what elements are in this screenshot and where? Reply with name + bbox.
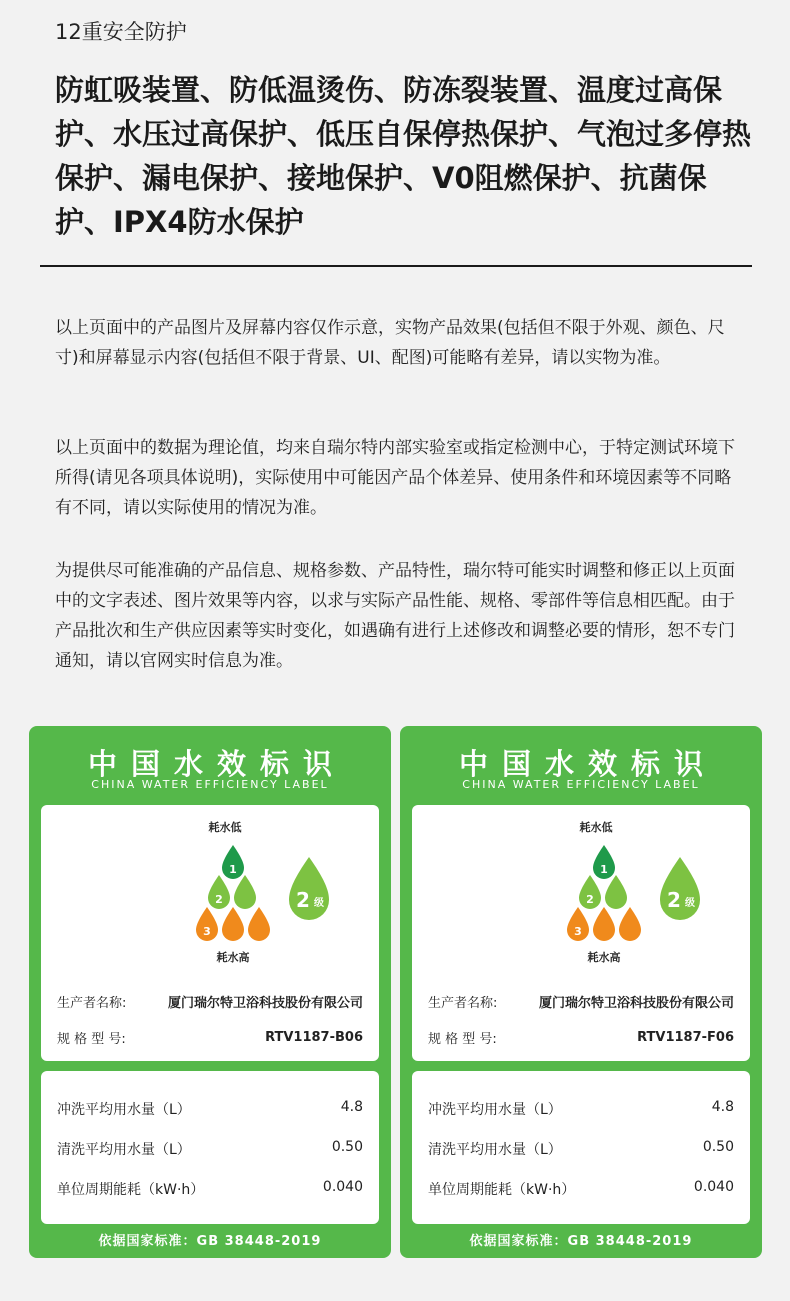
spec-row	[428, 1179, 734, 1199]
manufacturer-value: 厦门瑞尔特卫浴科技股份有限公司	[167, 996, 363, 1011]
spec-row	[428, 1139, 734, 1159]
grade-badge-suffix: 级	[685, 898, 695, 909]
label-title: 中国水效标识	[87, 747, 346, 781]
low-consumption-label: 耗水低	[208, 821, 242, 834]
water-efficiency-label	[29, 726, 391, 1258]
spec-row	[428, 1099, 734, 1119]
model-row	[428, 1028, 734, 1047]
drop-grade-3-number: 3	[574, 925, 582, 938]
water-efficiency-label	[400, 726, 762, 1258]
drop-grade-1-number: 1	[600, 863, 608, 876]
model-label: 规 格 型 号:	[428, 1032, 497, 1047]
spec-panel	[41, 1071, 379, 1224]
high-consumption-label: 耗水高	[216, 951, 250, 964]
manufacturer-value: 厦门瑞尔特卫浴科技股份有限公司	[538, 996, 734, 1011]
label-subtitle: CHINA WATER EFFICIENCY LABEL	[462, 778, 700, 791]
drop-grade-2b	[605, 875, 627, 909]
drop-grade-2-number: 2	[215, 893, 223, 906]
spec-value: 0.040	[693, 1179, 734, 1195]
spec-row	[57, 1139, 363, 1159]
model-value: RTV1187-B06	[265, 1030, 363, 1045]
disclaimer-paragraph: 以上页面中的产品图片及屏幕内容仅作示意，实物产品效果(包括但不限于外观、颜色、尺寸)和屏幕显示内容(包括但不限于背景、UI、配图)可能略有差异，请以实物为准。	[55, 318, 725, 368]
spec-label: 清洗平均用水量（L）	[57, 1142, 191, 1158]
label-subtitle: CHINA WATER EFFICIENCY LABEL	[91, 778, 329, 791]
manufacturer-row	[428, 992, 734, 1011]
water-grade-graphic	[412, 805, 750, 985]
spec-label: 冲洗平均用水量（L）	[57, 1102, 191, 1118]
divider	[40, 265, 752, 267]
section-label: 12重安全防护	[55, 20, 187, 44]
model-value: RTV1187-F06	[637, 1030, 734, 1045]
spec-label: 清洗平均用水量（L）	[428, 1142, 562, 1158]
drop-grade-3b	[593, 907, 615, 941]
grade-badge-number: 2	[296, 888, 310, 912]
drop-grade-3c	[619, 907, 641, 941]
high-consumption-label: 耗水高	[587, 951, 621, 964]
grade-panel	[412, 805, 750, 1061]
model-row	[57, 1028, 363, 1047]
national-standard: 依据国家标准：GB 38448-2019	[98, 1234, 322, 1249]
grade-panel	[41, 805, 379, 1061]
grade-badge-suffix: 级	[314, 898, 324, 909]
manufacturer-label: 生产者名称:	[428, 996, 498, 1011]
spec-label: 单位周期能耗（kW·h）	[57, 1182, 205, 1198]
feature-list: 防虹吸装置、防低温烫伤、防冻裂装置、温度过高保护、水压过高保护、低压自保停热保护、气泡过多停热保护、漏电保护、接地保护、V0阻燃保护、抗菌保护、IPX4防水保护	[55, 73, 752, 239]
grade-badge-number: 2	[667, 888, 681, 912]
drop-grade-1-number: 1	[229, 863, 237, 876]
model-label: 规 格 型 号:	[57, 1032, 126, 1047]
spec-row	[57, 1099, 363, 1119]
spec-value: 4.8	[711, 1099, 734, 1115]
manufacturer-label: 生产者名称:	[57, 996, 127, 1011]
label-title: 中国水效标识	[458, 747, 717, 781]
disclaimer-paragraph: 为提供尽可能准确的产品信息、规格参数、产品特性，瑞尔特可能实时调整和修正以上页面中的文字表述、图片效果等内容，以求与实际产品性能、规格、零部件等信息相匹配。由于产品批次和生产供应因素等实时变化，如遇确有进行上述修改和调整必要的情形，恕不专门通知，请以官网实时信息为准。	[55, 561, 735, 671]
spec-value: 0.040	[322, 1179, 363, 1195]
drop-grade-3c	[248, 907, 270, 941]
drop-grade-2-number: 2	[586, 893, 594, 906]
spec-value: 0.50	[702, 1139, 734, 1155]
spec-row	[57, 1179, 363, 1199]
spec-value: 4.8	[340, 1099, 363, 1115]
disclaimer-paragraph: 以上页面中的数据为理论值，均来自瑞尔特内部实验室或指定检测中心，于特定测试环境下所得(请见各项具体说明)，实际使用中可能因产品个体差异、使用条件和环境因素等不同略有不同，请以实际使用的情况为准。	[55, 438, 735, 518]
spec-label: 冲洗平均用水量（L）	[428, 1102, 562, 1118]
drop-grade-3b	[222, 907, 244, 941]
national-standard: 依据国家标准：GB 38448-2019	[469, 1234, 693, 1249]
spec-panel	[412, 1071, 750, 1224]
manufacturer-row	[57, 992, 363, 1011]
spec-value: 0.50	[331, 1139, 363, 1155]
water-grade-graphic	[41, 805, 379, 985]
low-consumption-label: 耗水低	[579, 821, 613, 834]
drop-grade-3-number: 3	[203, 925, 211, 938]
spec-label: 单位周期能耗（kW·h）	[428, 1182, 576, 1198]
drop-grade-2b	[234, 875, 256, 909]
